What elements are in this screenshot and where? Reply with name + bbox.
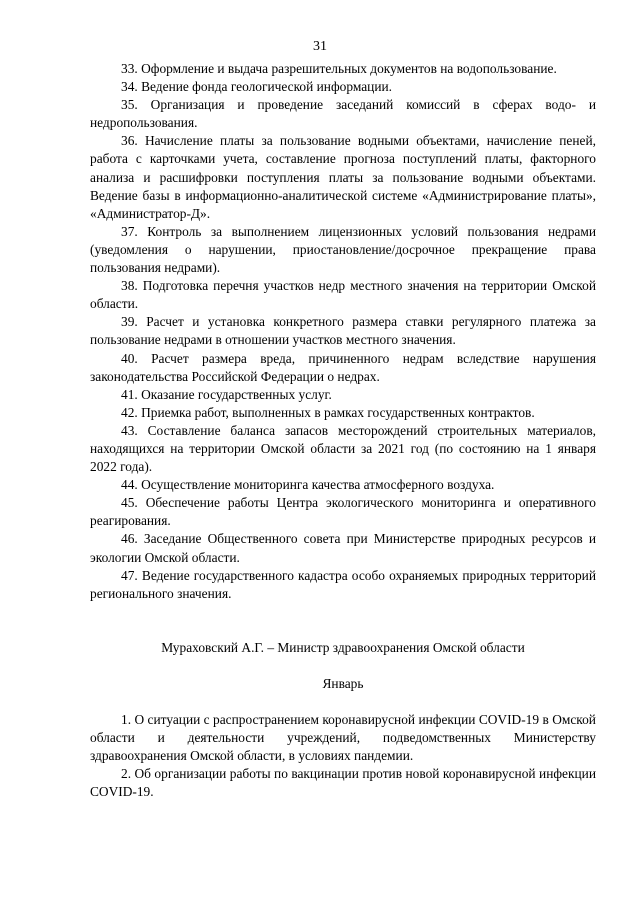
page-number: 31 [313, 39, 327, 54]
document-body [90, 60, 596, 801]
month-heading: Январь [322, 675, 364, 691]
list-section-a [90, 60, 596, 603]
list-item: 37. Контроль за выполнением лицензионных условий пользования недрами (уведомления о нарушении, приостановление/досрочное прекращение права пользования недрами). [90, 223, 596, 276]
list-item: 41. Оказание государственных услуг. [121, 386, 332, 402]
list-item: 1. О ситуации с распространением коронавирусной инфекции COVID-19 в Омской области и деятельности учреждений, подведомственных Министерству здравоохранения Омской области, в условиях пандемии. [90, 712, 596, 764]
list-item: 47. Ведение государственного кадастра особо охраняемых природных территорий регионального значения. [90, 567, 596, 601]
list-item: 2. Об организации работы по вакцинации против новой коронавирусной инфекции COVID-19. [90, 766, 596, 800]
list-item: 39. Расчет и установка конкретного размера ставки регулярного платежа за пользование недрами в отношении участков местного значения. [90, 314, 596, 348]
section-heading: Мураховский А.Г. – Министр здравоохранения Омской области [161, 639, 525, 655]
list-item: 46. Заседание Общественного совета при Министерстве природных ресурсов и экологии Омской области. [90, 531, 596, 565]
list-item: 40. Расчет размера вреда, причиненного недрам вследствие нарушения законодательства Российской Федерации о недрах. [90, 350, 596, 384]
list-item: 43. Составление баланса запасов месторождений строительных материалов, находящихся на территории Омской области за 2021 год (по состоянию на 1 января 2022 года). [90, 422, 596, 475]
list-item: 38. Подготовка перечня участков недр местного значения на территории Омской области. [90, 278, 596, 312]
list-item: 36. Начисление платы за пользование водными объектами, начисление пеней, работа с карточками учета, составление прогноза поступлений платы, факторного анализа и расшифровки поступления платы за пользование водными объектами. Ведение базы в информационно-аналитической системе «Администрирование платы», «Администратор-Д». [90, 133, 596, 221]
list-item: 33. Оформление и выдача разрешительных документов на водопользование. [121, 61, 557, 76]
list-item: 45. Обеспечение работы Центра экологического мониторинга и оперативного реагирования. [90, 495, 596, 529]
list-item: 35. Организация и проведение заседаний комиссий в сферах водо- и недропользования. [90, 97, 596, 131]
list-item: 42. Приемка работ, выполненных в рамках государственных контрактов. [121, 404, 535, 420]
list-section-b [90, 711, 596, 801]
list-item: 34. Ведение фонда геологической информации. [121, 79, 392, 95]
list-item: 44. Осуществление мониторинга качества атмосферного воздуха. [121, 477, 495, 493]
